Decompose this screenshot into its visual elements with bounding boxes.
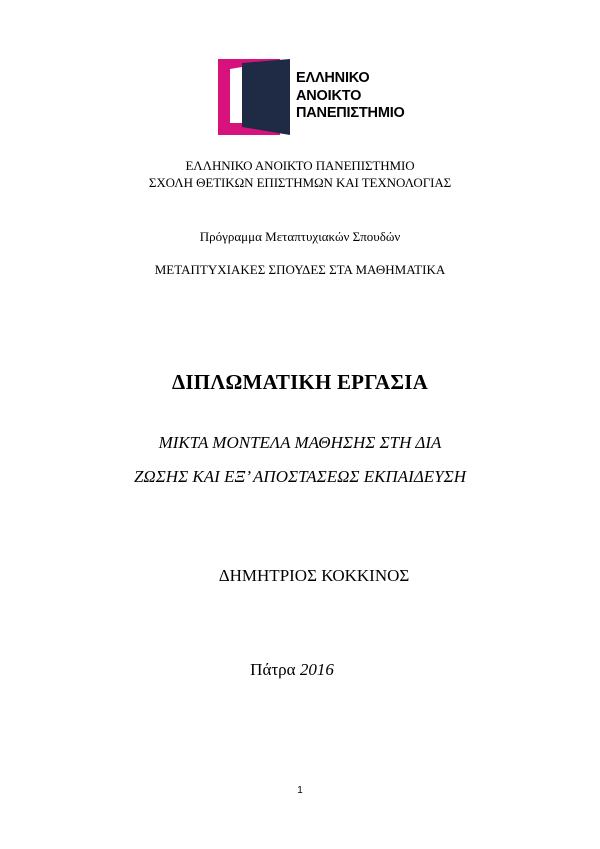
logo-wordmark <box>296 70 405 123</box>
logo-line: ΕΛΛΗΝΙΚΟ <box>296 70 370 86</box>
place: Πάτρα <box>250 660 296 679</box>
university-name: ΕΛΛΗΝΙΚΟ ΑΝΟΙΚΤΟ ΠΑΝΕΠΙΣΤΗΜΙΟ <box>185 158 415 173</box>
school-name: ΣΧΟΛΗ ΘΕΤΙΚΩΝ ΕΠΙΣΤΗΜΩΝ ΚΑΙ ΤΕΧΝΟΛΟΓΙΑΣ <box>148 175 452 190</box>
place-and-year <box>0 660 592 680</box>
author-name: ΔΗΜΗΤΡΙΟΣ ΚΟΚΚΙΝΟΣ <box>218 566 410 585</box>
logo-line: ΠΑΝΕΠΙΣΤΗΜΙΟ <box>296 105 405 121</box>
thesis-title-line-2: ΖΩΣΗΣ ΚΑΙ ΕΞ’ ΑΠΟΣΤΑΣΕΩΣ ΕΚΠΑΙΔΕΥΣΗ <box>133 467 467 486</box>
document-type: ΔΙΠΛΩΜΑΤΙΚΗ ΕΡΓΑΣΙΑ <box>171 370 429 394</box>
logo-line: ΑΝΟΙΚΤΟ <box>296 87 362 104</box>
university-logo <box>216 57 416 137</box>
thesis-title-line-1: ΜΙΚΤΑ ΜΟΝΤΕΛΑ ΜΑΘΗΣΗΣ ΣΤΗ ΔΙΑ <box>158 433 442 452</box>
year: 2016 <box>299 660 334 679</box>
logo-emblem-icon <box>216 57 296 137</box>
program-name: Πρόγραμμα Μεταπτυχιακών Σπουδών <box>199 229 401 244</box>
page-number: 1 <box>297 785 303 796</box>
studies-name: ΜΕΤΑΠΤΥΧΙΑΚΕΣ ΣΠΟΥΔΕΣ ΣΤΑ ΜΑΘΗΜΑΤΙΚΑ <box>154 262 446 277</box>
